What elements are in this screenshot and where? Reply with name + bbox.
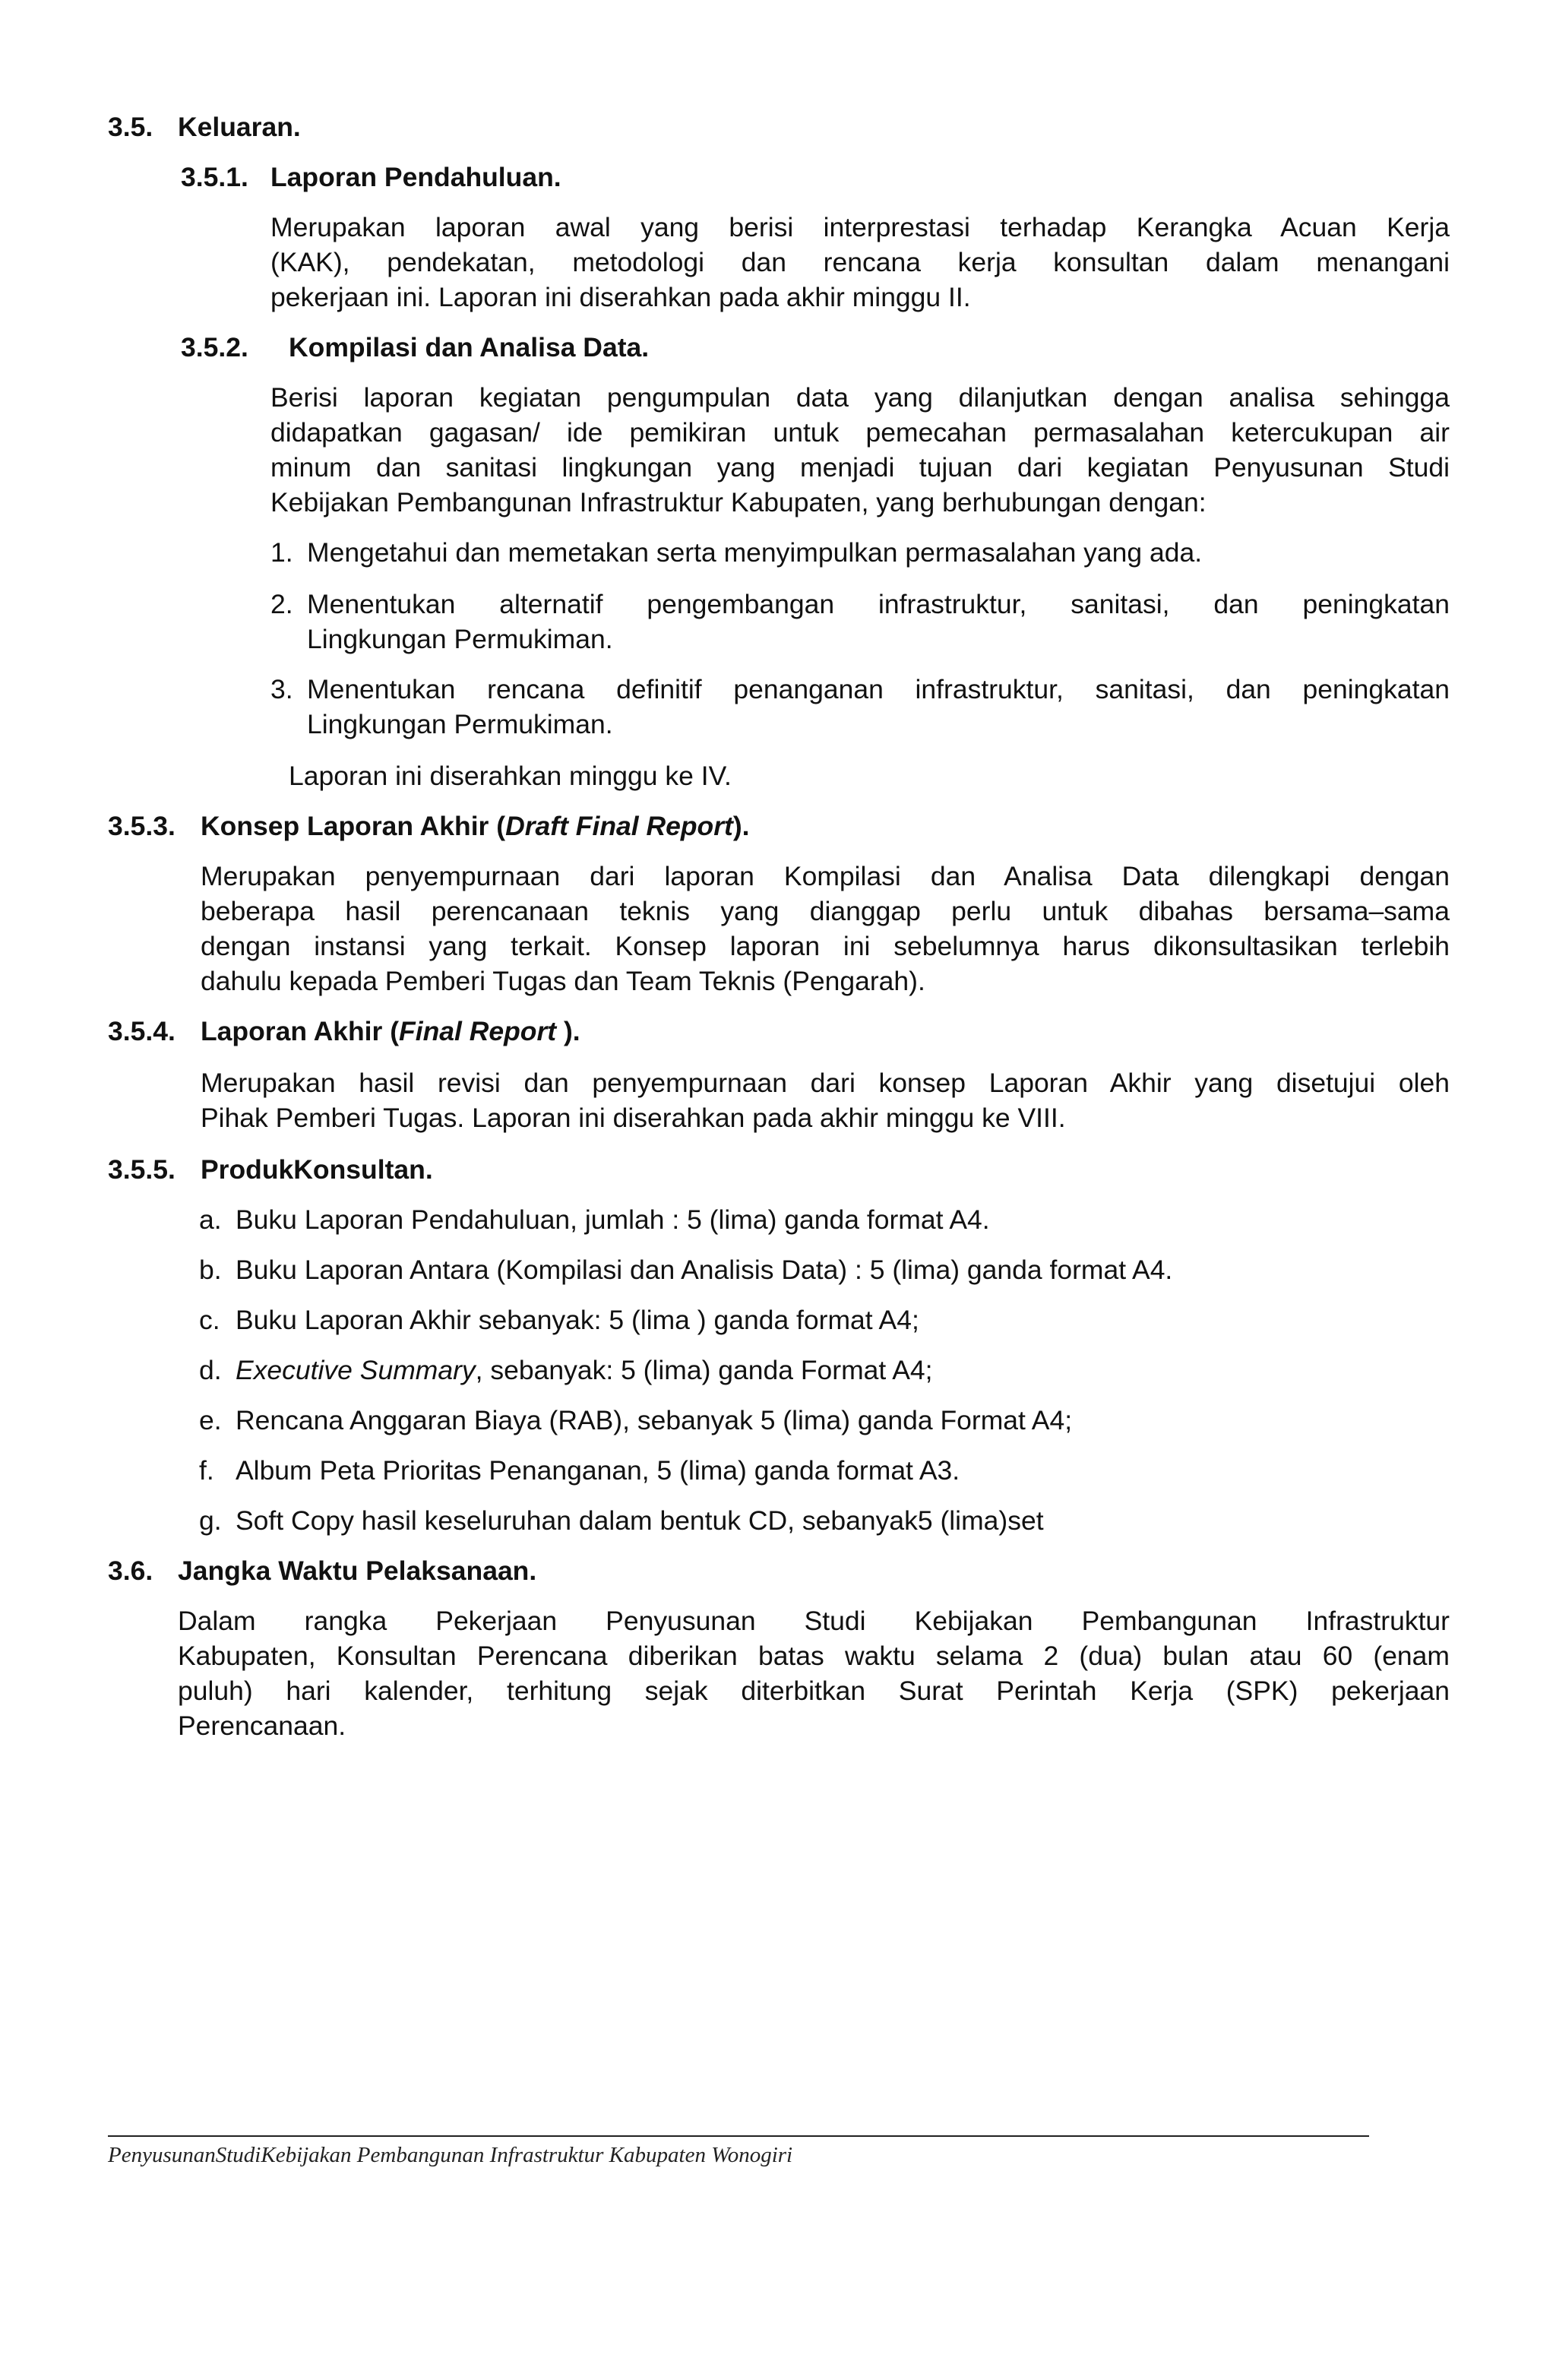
paragraph-line: dahulu kepada Pemberi Tugas dan Team Teknis (Pengarah). xyxy=(201,966,925,996)
section-number: 3.5.1. xyxy=(181,162,248,192)
section-number: 3.5. xyxy=(108,112,153,142)
paragraph-line: dengan instansi yang terkait. Konsep laporan ini sebelumnya harus dikonsultasikan terlebih xyxy=(201,931,1450,961)
footer-divider xyxy=(108,2135,1369,2137)
product-item-letter: d. xyxy=(199,1355,222,1385)
product-item-text: Rencana Anggaran Biaya (RAB), sebanyak 5 (lima) ganda Format A4; xyxy=(236,1405,1073,1435)
product-item-rest: , sebanyak: 5 (lima) ganda Format A4; xyxy=(475,1355,933,1385)
paragraph-line: Berisi laporan kegiatan pengumpulan data yang dilanjutkan dengan analisa sehingga xyxy=(270,382,1450,413)
section-title-italic: Final Report xyxy=(399,1016,557,1046)
product-item-text: Soft Copy hasil keseluruhan dalam bentuk CD, sebanyak5 (lima)set xyxy=(236,1505,1044,1536)
list-item-text: Lingkungan Permukiman. xyxy=(307,624,613,654)
product-item-letter: e. xyxy=(199,1405,222,1435)
section-title: Kompilasi dan Analisa Data. xyxy=(289,332,650,362)
section-heading-3-5-2 xyxy=(181,330,649,365)
paragraph-line: Dalam rangka Pekerjaan Penyusunan Studi Kebijakan Pembangunan Infrastruktur xyxy=(178,1606,1450,1636)
paragraph-line: Kabupaten, Konsultan Perencana diberikan batas waktu selama 2 (dua) bulan atau 60 (enam xyxy=(178,1641,1450,1671)
section-heading-3-6 xyxy=(108,1553,536,1588)
product-item-text: Buku Laporan Pendahuluan, jumlah : 5 (lima) ganda format A4. xyxy=(236,1204,990,1235)
product-item-text: Buku Laporan Antara (Kompilasi dan Analisis Data) : 5 (lima) ganda format A4. xyxy=(236,1255,1173,1285)
section-heading-3-5-1 xyxy=(181,160,561,195)
product-item-letter: a. xyxy=(199,1204,222,1235)
paragraph-line: minum dan sanitasi lingkungan yang menjadi tujuan dari kegiatan Penyusunan Studi xyxy=(270,452,1450,483)
paragraph-line: Laporan ini diserahkan minggu ke IV. xyxy=(289,761,732,791)
paragraph-line: didapatkan gagasan/ ide pemikiran untuk pemecahan permasalahan ketercukupan air xyxy=(270,417,1450,448)
paragraph-line: beberapa hasil perencanaan teknis yang dianggap perlu untuk dibahas bersama–sama xyxy=(201,896,1450,926)
section-title-end: ). xyxy=(556,1016,580,1046)
list-item-text: Menentukan rencana definitif penanganan infrastruktur, sanitasi, dan peningkatan xyxy=(307,674,1450,704)
product-item-text: Buku Laporan Akhir sebanyak: 5 (lima ) ganda format A4; xyxy=(236,1305,919,1335)
section-title: Laporan Pendahuluan. xyxy=(270,162,561,192)
list-item-text: Mengetahui dan memetakan serta menyimpulkan permasalahan yang ada. xyxy=(307,537,1203,568)
paragraph-line: Merupakan hasil revisi dan penyempurnaan dari konsep Laporan Akhir yang disetujui oleh xyxy=(201,1068,1450,1098)
paragraph-line: Pihak Pemberi Tugas. Laporan ini diserahkan pada akhir minggu ke VIII. xyxy=(201,1103,1066,1133)
footer-text: PenyusunanStudiKebijakan Pembangunan Infrastruktur Kabupaten Wonogiri xyxy=(108,2143,793,2167)
product-item-text: Album Peta Prioritas Penanganan, 5 (lima) ganda format A3. xyxy=(236,1455,960,1486)
product-item-italic: Executive Summary xyxy=(236,1355,476,1385)
paragraph-line: Perencanaan. xyxy=(178,1711,346,1741)
section-title: Laporan Akhir ( xyxy=(201,1016,400,1046)
paragraph-line: puluh) hari kalender, terhitung sejak diterbitkan Surat Perintah Kerja (SPK) pekerjaan xyxy=(178,1676,1450,1706)
section-number: 3.5.4. xyxy=(108,1016,176,1046)
section-heading-3-5-4 xyxy=(108,1014,580,1049)
product-item-letter: g. xyxy=(199,1505,222,1536)
list-item-text: Menentukan alternatif pengembangan infrastruktur, sanitasi, dan peningkatan xyxy=(307,589,1450,619)
product-item-letter: c. xyxy=(199,1305,220,1335)
list-item-number: 3. xyxy=(270,674,293,704)
section-title: Jangka Waktu Pelaksanaan. xyxy=(178,1556,537,1586)
paragraph-line: (KAK), pendekatan, metodologi dan rencana kerja konsultan dalam menangani xyxy=(270,247,1450,277)
section-number: 3.5.3. xyxy=(108,811,176,841)
paragraph-line: pekerjaan ini. Laporan ini diserahkan pada akhir minggu II. xyxy=(270,282,971,312)
list-item-text: Lingkungan Permukiman. xyxy=(307,709,613,739)
section-title: Konsep Laporan Akhir ( xyxy=(201,811,506,841)
section-heading-3-5-3 xyxy=(108,809,750,843)
list-item-number: 2. xyxy=(270,589,293,619)
product-item-letter: f. xyxy=(199,1455,214,1486)
section-number: 3.5.5. xyxy=(108,1154,176,1185)
section-title: ProdukKonsultan. xyxy=(201,1154,433,1185)
section-title-italic: Draft Final Report xyxy=(505,811,733,841)
section-number: 3.5.2. xyxy=(181,332,248,362)
product-item-letter: b. xyxy=(199,1255,222,1285)
section-title: Keluaran. xyxy=(178,112,301,142)
product-item-text xyxy=(236,1353,932,1388)
list-item-number: 1. xyxy=(270,537,293,568)
paragraph-line: Kebijakan Pembangunan Infrastruktur Kabupaten, yang berhubungan dengan: xyxy=(270,487,1207,517)
paragraph-line: Merupakan laporan awal yang berisi interprestasi terhadap Kerangka Acuan Kerja xyxy=(270,212,1450,242)
section-heading-3-5-5 xyxy=(108,1152,433,1187)
section-number: 3.6. xyxy=(108,1556,153,1586)
paragraph-line: Merupakan penyempurnaan dari laporan Kompilasi dan Analisa Data dilengkapi dengan xyxy=(201,861,1450,891)
section-heading-3-5 xyxy=(108,109,301,144)
section-title-end: ). xyxy=(732,811,750,841)
